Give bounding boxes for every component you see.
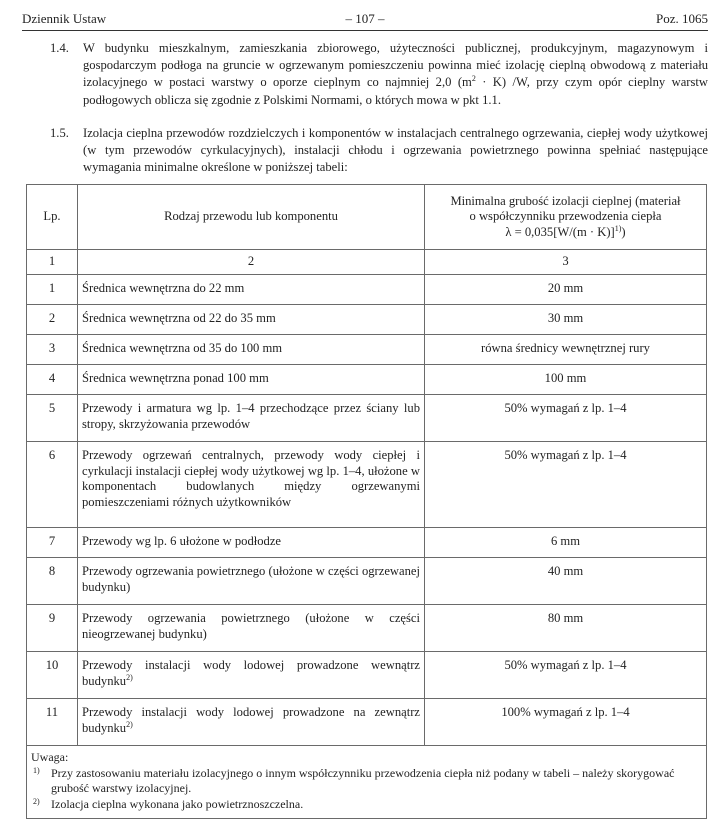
row-thickness: 50% wymagań z lp. 1–4 <box>425 395 707 442</box>
row-thickness: 40 mm <box>425 558 707 605</box>
row-lp: 2 <box>27 305 78 335</box>
paragraph-text <box>83 40 708 109</box>
notes-cell <box>27 746 707 819</box>
row-type: Średnica wewnętrzna od 22 do 35 mm <box>78 305 425 335</box>
row-lp: 3 <box>27 335 78 365</box>
table-header-row <box>27 185 707 250</box>
footnote-ref: 1) <box>614 223 622 233</box>
table-row <box>27 305 707 335</box>
row-type: Średnica wewnętrzna do 22 mm <box>78 275 425 305</box>
column-number: 1 <box>27 250 78 275</box>
row-lp: 6 <box>27 442 78 528</box>
row-lp: 8 <box>27 558 78 605</box>
row-type: Przewody i armatura wg lp. 1–4 przechodzące przez ściany lub stropy, skrzyżowania przewodów <box>78 395 425 442</box>
table-row <box>27 365 707 395</box>
row-thickness: 50% wymagań z lp. 1–4 <box>425 442 707 528</box>
paragraph-text: Izolacja cieplna przewodów rozdzielczych i komponentów w instalacjach centralnego ogrzewania, ciepłej wody użytkowej (w tym przewodów cyrkulacyjnych), instalacji chłodu i ogrzewania powietrznego powinna spełniać następujące wymagania minimalne określone w poniższej tabeli: <box>83 126 708 175</box>
row-thickness: 20 mm <box>425 275 707 305</box>
paragraph-text-part: W budynku mieszkalnym, zamieszkania zbiorowego, użyteczności publicznej, produkcyjnym, magazynowym i gospodarczym podłoga na gruncie w ogrzewanym pomieszczeniu powinna mieć izolację cieplną obwodową z materiału izolacyjnego w postaci warstwy o oporze cieplnym co najmniej 2,0 (m <box>83 41 708 90</box>
header-lp: Lp. <box>27 185 78 250</box>
row-lp: 9 <box>27 605 78 652</box>
page-number: – 107 – <box>345 11 385 26</box>
position-number: Poz. 1065 <box>656 11 708 26</box>
column-number-row <box>27 250 707 275</box>
footnote-mark: 2) <box>33 796 40 806</box>
header-thickness-line: o współczynniku przewodzenia ciepła <box>469 209 662 224</box>
row-type: Przewody ogrzewania powietrznego (ułożone w części nieogrzewanej budynku) <box>78 605 425 652</box>
table-row <box>27 335 707 365</box>
footnote-mark: 1) <box>33 765 40 775</box>
footnote-ref: 2) <box>126 719 133 729</box>
table-row <box>27 275 707 305</box>
header-thickness-line: Minimalna grubość izolacji cieplnej (materiał <box>450 193 681 208</box>
notes-row <box>27 746 707 819</box>
paragraph-number: 1.5. <box>50 126 69 140</box>
row-thickness: 100 mm <box>425 365 707 395</box>
row-type-text: Przewody instalacji wody lodowej prowadzone wewnątrz budynku <box>82 658 420 688</box>
row-lp: 5 <box>27 395 78 442</box>
table-row <box>27 442 707 528</box>
footnote-ref: 2) <box>126 672 133 682</box>
column-number: 2 <box>78 250 425 275</box>
table-row <box>27 605 707 652</box>
row-type: Średnica wewnętrzna od 35 do 100 mm <box>78 335 425 365</box>
row-thickness: 30 mm <box>425 305 707 335</box>
table-row <box>27 652 707 699</box>
row-type: Przewody wg lp. 6 ułożone w podłodze <box>78 528 425 558</box>
footnote-2 <box>31 797 702 813</box>
insulation-requirements-table <box>26 184 707 819</box>
header-thickness <box>425 185 707 250</box>
row-type <box>78 652 425 699</box>
journal-title: Dziennik Ustaw <box>22 11 107 26</box>
row-type <box>78 699 425 746</box>
footnote-text: Izolacja cieplna wykonana jako powietrznoszczelna. <box>51 796 304 811</box>
row-thickness: 50% wymagań z lp. 1–4 <box>425 652 707 699</box>
column-number: 3 <box>425 250 707 275</box>
page-header <box>22 10 708 31</box>
table-row <box>27 699 707 746</box>
row-lp: 10 <box>27 652 78 699</box>
header-thickness-line: λ = 0,035[W/(m · K)] <box>505 224 615 239</box>
row-type-text: Przewody instalacji wody lodowej prowadzone na zewnątrz budynku <box>82 705 420 735</box>
table-row <box>27 558 707 605</box>
paragraph-number: 1.4. <box>50 41 69 55</box>
header-type: Rodzaj przewodu lub komponentu <box>78 185 425 250</box>
row-thickness: równa średnicy wewnętrznej rury <box>425 335 707 365</box>
row-type: Przewody ogrzewania powietrznego (ułożone w części ogrzewanej budynku) <box>78 558 425 605</box>
table-row <box>27 528 707 558</box>
row-type: Przewody ogrzewań centralnych, przewody wody ciepłej i cyrkulacji instalacji ciepłej wody użytkowej wg lp. 1–4, ułożone w komponentach budowlanych między ogrzewanymi pomieszczeniami różnych użytkowników <box>78 442 425 528</box>
footnote-1 <box>31 766 702 797</box>
row-thickness: 6 mm <box>425 528 707 558</box>
notes-title: Uwaga: <box>31 750 69 764</box>
superscript: 2 <box>471 74 476 84</box>
paragraph-text-part: · K) /W, przy czym opór cieplny warstw podłogowych oblicza się zgodnie z Polskimi Normami, o których mowa w pkt 1.1. <box>83 75 708 107</box>
row-lp: 4 <box>27 365 78 395</box>
row-thickness: 100% wymagań z lp. 1–4 <box>425 699 707 746</box>
header-thickness-line: ) <box>621 224 626 239</box>
row-lp: 11 <box>27 699 78 746</box>
paragraph-1-5 <box>50 125 708 177</box>
row-lp: 1 <box>27 275 78 305</box>
footnote-text: Przy zastosowaniu materiału izolacyjnego o innym współczynniku przewodzenia ciepła niż podany w tabeli – należy skorygować grubość warstwy izolacyjnej. <box>51 765 675 795</box>
row-type: Średnica wewnętrzna ponad 100 mm <box>78 365 425 395</box>
row-thickness: 80 mm <box>425 605 707 652</box>
row-lp: 7 <box>27 528 78 558</box>
table-row <box>27 395 707 442</box>
paragraph-1-4 <box>50 40 708 109</box>
